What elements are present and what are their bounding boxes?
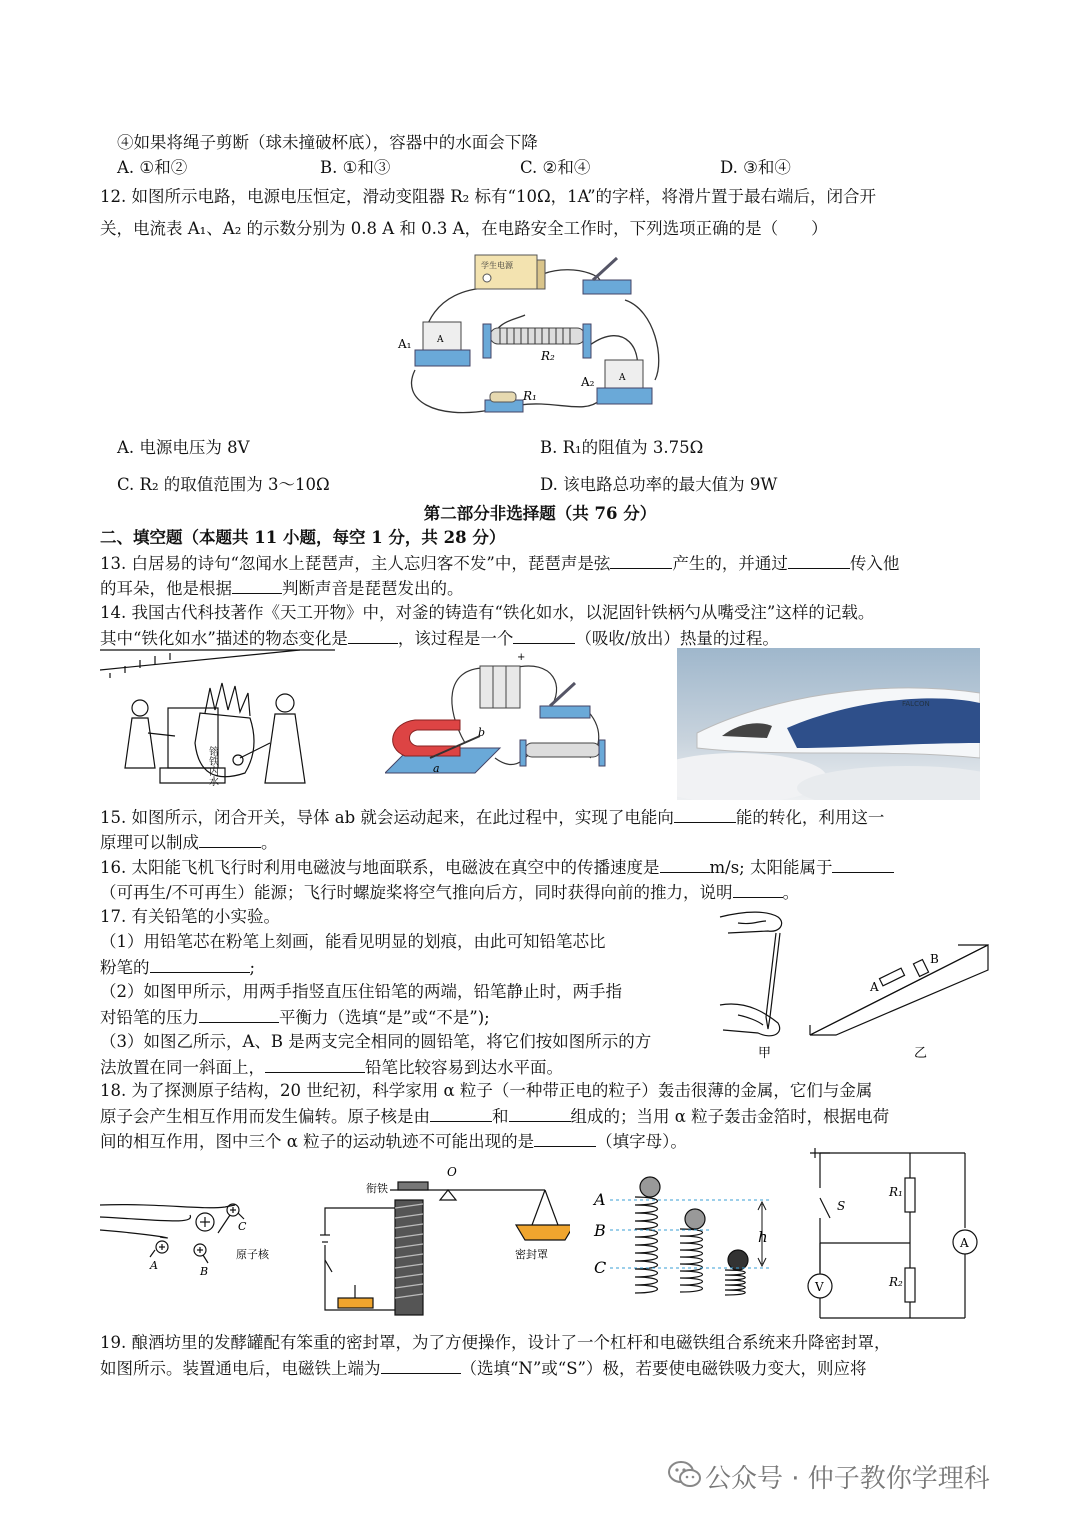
q12-line-2: 关，电流表 A₁、A₂ 的示数分别为 0.8 A 和 0.3 A，在电路安全工作时，下列选项正确的是（ ） [100, 219, 828, 238]
watermark: 公众号 · 仲子教你学理科 [705, 1464, 990, 1494]
q14-line-2 [100, 627, 779, 650]
q13-line-1 [100, 552, 899, 575]
q17-blank-3[interactable] [265, 1056, 365, 1073]
q17-blank-2[interactable] [199, 1006, 279, 1023]
q18-text-3: 组成的；当用 α 粒子轰击金箔时，根据电荷 [570, 1107, 890, 1126]
power-supply-label: 学生电源 [481, 261, 513, 270]
part-two-title: 第二部分非选择题（共 76 分） [423, 504, 657, 523]
ammeter-a-label: A [960, 1236, 969, 1250]
q12-option-d: D. 该电路总功率的最大值为 9W [540, 475, 778, 494]
q18-text-5: （填字母）。 [596, 1132, 687, 1151]
q15-text-3: 原理可以制成 [100, 833, 199, 852]
alpha-scattering-figure [100, 1195, 300, 1285]
q15-line-2 [100, 831, 278, 854]
casting-figure-label: 镕铁内水 [206, 746, 218, 786]
q17-sub3-line-2 [100, 1056, 563, 1079]
q17-sub1-line-1: （1）用铅笔芯在粉笔上刻画，能看见明显的划痕，由此可知铅笔芯比 [100, 932, 606, 951]
q18-blank-3[interactable] [534, 1130, 596, 1147]
slope-pencils-figure [808, 915, 993, 1065]
q15-text-1: 15. 如图所示，闭合开关，导体 ab 就会运动起来，在此过程中，实现了电能向 [100, 808, 674, 827]
q13-text-1: 13. 白居易的诗句“忽闻水上琵琶声，主人忘归客不发”中，琵琶声是弦 [100, 554, 611, 573]
ancient-casting-figure [100, 648, 335, 793]
q16-text-2: m/s; 太阳能属于 [709, 858, 833, 877]
q14-blank-1[interactable] [348, 627, 398, 644]
q17-text-6: 铅笔比较容易到达水平面。 [365, 1058, 563, 1077]
a2-label: A₂ [581, 375, 595, 389]
q19-text-2: （选填“N”或“S”）极，若要使电磁铁吸力变大，则应将 [460, 1359, 867, 1378]
q12-option-a: A. 电源电压为 8V [117, 438, 250, 457]
q15-line-1 [100, 806, 884, 829]
solar-plane-photo [677, 648, 980, 800]
voltmeter-v-label: V [815, 1280, 824, 1294]
q18-text-1: 原子会产生相互作用而发生偏转。原子核是由 [100, 1107, 430, 1126]
figure-jia-caption: 甲 [758, 1046, 772, 1061]
pencil-a-label: A [870, 980, 879, 994]
q13-text-2: 产生的，并通过 [672, 554, 788, 573]
q17-blank-1[interactable] [150, 956, 250, 973]
trajectory-a-label: A [150, 1259, 158, 1272]
q15-blank-2[interactable] [199, 831, 261, 848]
q13-text-3: 传入他 [849, 554, 900, 573]
plane-brand-label: FALCON [902, 700, 930, 708]
height-h-label: h [758, 1228, 768, 1246]
q18-blank-2[interactable] [509, 1105, 571, 1122]
q18-line-2 [100, 1105, 889, 1128]
q18-line-1: 18. 为了探测原子结构，20 世纪初，科学家用 α 粒子（一种带正电的粒子）轰击很薄的金属，它们与金属 [100, 1081, 873, 1100]
q18-text-2: 和 [492, 1107, 509, 1126]
q12-option-b: B. R₁的阻值为 3.75Ω [540, 438, 704, 457]
q15-blank-1[interactable] [674, 806, 736, 823]
resistor-r2-label: R₂ [889, 1275, 903, 1289]
q18-text-4: 间的相互作用，图中三个 α 粒子的运动轨迹不可能出现的是 [100, 1132, 535, 1151]
q16-blank-1[interactable] [660, 856, 710, 873]
trajectory-b-label: B [200, 1265, 209, 1278]
q15-text-4: 。 [261, 833, 278, 852]
q17-text-5: 法放置在同一斜面上， [100, 1058, 265, 1077]
q16-text-4: 。 [782, 883, 800, 902]
q13-text-5: 判断声音是琵琶发出的。 [282, 579, 464, 598]
q17-title: 17. 有关铅笔的小实验。 [100, 907, 280, 926]
pencil-b-label: B [930, 952, 939, 966]
battery-plus-label: + [517, 652, 526, 663]
q16-line-2 [100, 881, 799, 904]
wechat-icon [668, 1460, 702, 1490]
q14-text-2: ，该过程是一个 [397, 629, 514, 648]
position-a-label: A [594, 1190, 606, 1209]
q13-blank-1[interactable] [610, 552, 672, 569]
q12-line-1: 12. 如图所示电路，电源电压恒定，滑动变阻器 R₂ 标有“10Ω，1A”的字样，将滑片置于最右端后，闭合开 [100, 187, 877, 206]
circuit-r1-r2-figure [805, 1148, 995, 1328]
q16-text-3: （可再生/不可再生）能源；飞行时螺旋桨将空气推向后方，同时获得向前的推力，说明 [100, 883, 733, 902]
r2-label: R₂ [541, 349, 555, 363]
armature-label: 衔铁 [366, 1182, 388, 1195]
trajectory-c-label: C [238, 1220, 247, 1233]
q14-line-1: 14. 我国古代科技著作《天工开物》中，对釜的铸造有“铁化如水，以泥固针铁柄勺从嘴受注”这样的记载。 [100, 603, 875, 622]
q19-text-1: 如图所示。装置通电后，电磁铁上端为 [100, 1359, 381, 1378]
q11-option-c: C. ②和④ [520, 158, 591, 177]
q13-blank-3[interactable] [232, 577, 282, 594]
switch-s-label: S [837, 1199, 846, 1213]
lever-electromagnet-figure [320, 1160, 570, 1320]
q13-blank-2[interactable] [788, 552, 850, 569]
conductor-b-label: b [478, 726, 486, 739]
q16-line-1 [100, 856, 894, 879]
position-c-label: C [594, 1258, 607, 1277]
figure-yi-caption: 乙 [914, 1046, 928, 1061]
q14-text-1: 其中“铁化如水”描述的物态变化是 [100, 629, 348, 648]
q14-blank-2[interactable] [513, 627, 575, 644]
q16-blank-2[interactable] [832, 856, 894, 873]
q13-text-4: 的耳朵，他是根据 [100, 579, 232, 598]
section-fill-blank-title: 二、填空题（本题共 11 小题，每空 1 分，共 28 分） [100, 528, 506, 547]
q14-text-3: （吸收/放出）热量的过程。 [575, 629, 779, 648]
q12-option-c: C. R₂ 的取值范围为 3～10Ω [117, 475, 330, 494]
q17-text-4: 平衡力（选填“是”或“不是”); [279, 1008, 490, 1027]
q17-sub3-line-1: （3）如图乙所示，A、B 是两支完全相同的圆铅笔，将它们按如图所示的方 [100, 1032, 652, 1051]
circuit-figure-q12 [395, 250, 695, 430]
springs-figure [590, 1172, 780, 1312]
q17-text-1: 粉笔的 [100, 958, 150, 977]
q17-sub2-line-2 [100, 1006, 490, 1029]
q16-text-1: 16. 太阳能飞机飞行时利用电磁波与地面联系，电磁波在真空中的传播速度是 [100, 858, 660, 877]
q19-line-2 [100, 1357, 866, 1380]
q19-blank-1[interactable] [381, 1357, 461, 1374]
nucleus-label: 原子核 [236, 1248, 269, 1261]
q19-line-1: 19. 酿酒坊里的发酵罐配有笨重的密封罩，为了方便操作，设计了一个杠杆和电磁铁组合系统来升降密封罩， [100, 1333, 891, 1352]
a1-dial-label: A [437, 335, 444, 345]
q16-blank-3[interactable] [733, 881, 783, 898]
position-b-label: B [594, 1221, 606, 1240]
pencil-fingers-figure [718, 905, 808, 1065]
q18-line-3 [100, 1130, 687, 1153]
q17-text-2: ; [249, 958, 256, 977]
r1-label: R₁ [523, 389, 537, 403]
q11-option-a: A. ①和② [117, 158, 188, 177]
seal-cover-label: 密封罩 [515, 1248, 548, 1261]
motor-experiment-figure [385, 648, 615, 778]
q13-line-2 [100, 577, 464, 600]
q17-sub2-line-1: （2）如图甲所示，用两手指竖直压住铅笔的两端，铅笔静止时，两手指 [100, 982, 622, 1001]
pivot-o-label: O [447, 1165, 457, 1179]
a1-label: A₁ [398, 337, 412, 351]
q11-option-d: D. ③和④ [720, 158, 791, 177]
q18-blank-1[interactable] [430, 1105, 492, 1122]
resistor-r1-label: R₁ [889, 1185, 903, 1199]
q15-text-2: 能的转化，利用这一 [735, 808, 885, 827]
conductor-a-label: a [433, 762, 440, 775]
a2-dial-label: A [619, 373, 626, 383]
q11-option-b: B. ①和③ [320, 158, 391, 177]
q17-text-3: 对铅笔的压力 [100, 1008, 199, 1027]
q11-statement-4: ④如果将绳子剪断（球未撞破杯底），容器中的水面会下降 [117, 133, 538, 152]
q17-sub1-line-2 [100, 956, 255, 979]
